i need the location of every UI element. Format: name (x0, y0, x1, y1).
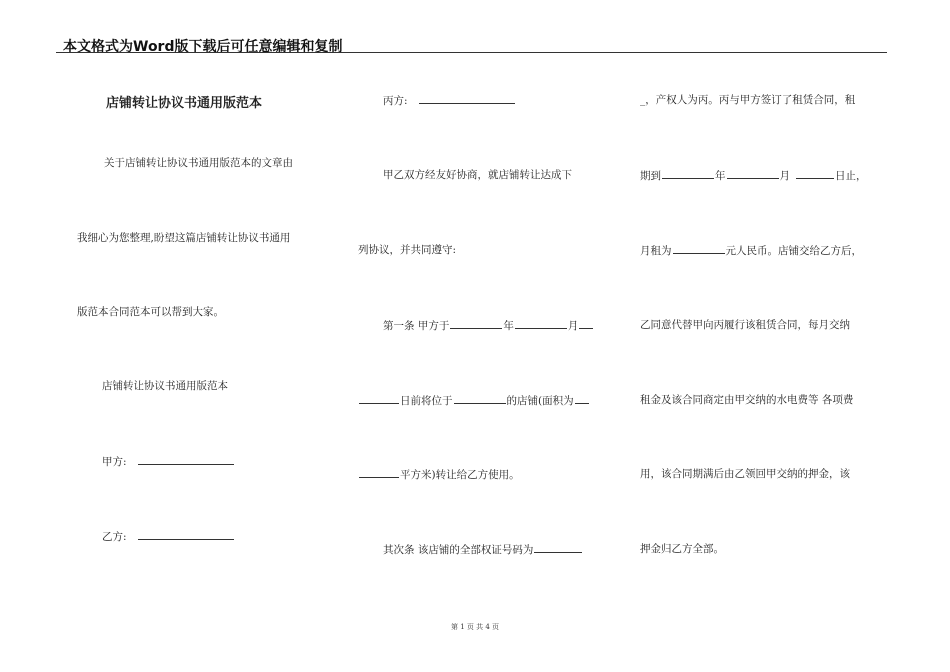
party-c-label: 丙方: (383, 95, 408, 107)
party-b-label: 乙方: (102, 531, 127, 543)
party-a-label: 甲方: (102, 456, 127, 468)
col3-line-7: 押金归乙方全部。 (640, 543, 724, 555)
col3-line-5: 租金及该合同商定由甲交纳的水电费等 各项费 (640, 394, 854, 406)
clause-1-text-f: 平方米)转让给乙方使用。 (400, 469, 520, 481)
month-blank (515, 318, 567, 329)
party-b-blank (138, 529, 234, 540)
page-number: 第 1 页 共 4 页 (450, 623, 500, 631)
area-blank-2 (359, 467, 399, 478)
col1-line-4: 店铺转让协议书通用版范本 (102, 380, 228, 392)
col1-line-3: 版范本合同范本可以帮到大家。 (77, 306, 224, 318)
clause-1-line-3 (358, 467, 520, 482)
location-blank (454, 393, 506, 404)
lease-text-c: 月 (779, 170, 790, 182)
party-a-blank (138, 454, 234, 465)
rent-blank (673, 243, 725, 254)
lease-text-b: 年 (715, 170, 726, 182)
clause-2-line (383, 542, 583, 557)
col2-line-3: 列协议，并共同遵守: (358, 244, 457, 256)
col1-line-1: 关于店铺转让协议书通用版范本的文章由 (104, 157, 293, 169)
day-blank-2 (359, 393, 399, 404)
area-blank (575, 393, 589, 404)
col2-line-2: 甲乙双方经友好协商，就店铺转让达成下 (383, 169, 572, 181)
clause-1-text-e: 的店铺(面积为 (506, 395, 574, 407)
party-c-blank (419, 93, 515, 104)
col3-line-1: _，产权人为丙。丙与甲方签订了租赁合同，租 (640, 94, 856, 106)
rent-text-b: 元人民币。店铺交给乙方后， (725, 245, 862, 257)
clause-1-text-a: 第一条 甲方于 (383, 320, 450, 332)
day-blank (579, 318, 593, 329)
document-title: 店铺转让协议书通用版范本 (106, 96, 263, 111)
clause-1-text-b: 年 (503, 320, 514, 332)
clause-1-text-d: 日前将位于 (400, 395, 453, 407)
rent-text-a: 月租为 (640, 245, 672, 257)
lease-text-a: 期到 (640, 170, 661, 182)
party-a-line (102, 454, 235, 469)
certificate-blank (534, 542, 582, 553)
col3-line-4: 乙同意代替甲向丙履行该租赁合同，每月交纳 (640, 319, 850, 331)
rent-line (640, 243, 862, 258)
clause-2-text: 其次条 该店铺的全部权证号码为 (383, 544, 534, 556)
col3-line-6: 用，该合同期满后由乙领回甲交纳的押金，该 (640, 468, 850, 480)
clause-1-line-2 (358, 393, 590, 408)
clause-1-line (383, 318, 594, 333)
year-blank (450, 318, 502, 329)
lease-year-blank (662, 168, 714, 179)
party-b-line (102, 529, 235, 544)
lease-text-d: 日止， (835, 170, 867, 182)
document-header: 本文格式为Word版下载后可任意编辑和复制 (63, 39, 343, 55)
party-c-line (383, 93, 516, 108)
lease-month-blank (727, 168, 779, 179)
lease-day-blank (796, 168, 834, 179)
lease-term-line (640, 168, 867, 183)
header-divider (56, 52, 887, 53)
clause-1-text-c: 月 (567, 320, 579, 332)
col1-line-2: 我细心为您整理,盼望这篇店铺转让协议书通用 (77, 232, 291, 244)
